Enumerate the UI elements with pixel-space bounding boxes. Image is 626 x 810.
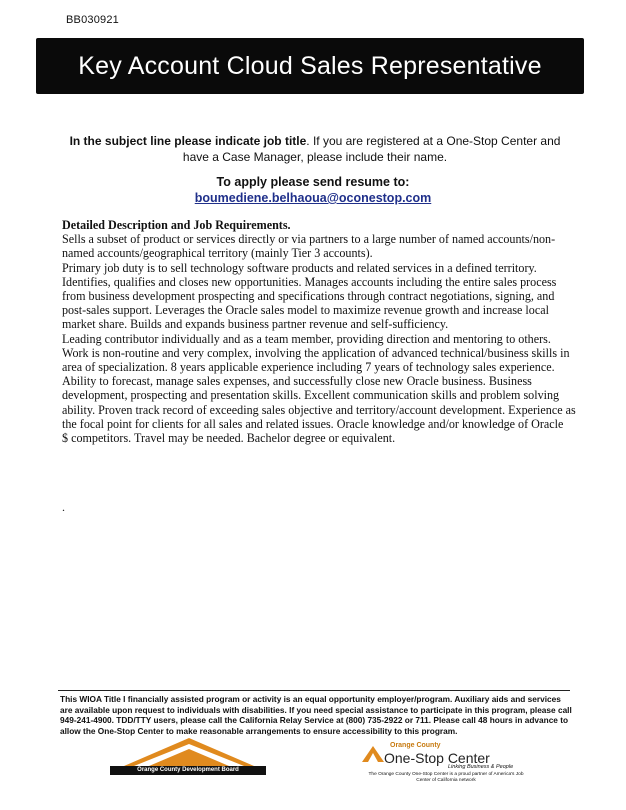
subject-instructions: [60, 133, 570, 165]
stray-mark: .: [62, 500, 65, 514]
description-paragraph: $ competitors. Travel may be needed. Bachelor degree or equivalent.: [62, 431, 396, 446]
apply-email-link[interactable]: boumediene.belhaoua@oconestop.com: [194, 191, 432, 205]
description-paragraph: Leading contributor individually and as a team member, providing direction and mentoring to others. Work is non-routine and very complex, involving the application of advanced technical/business skills in area of specialization. 8 years applicable experience including 7 years of technology sales experience. Ability to forecast, manage sales expenses, and successfully close new Oracle business. Business development, prospecting and presentation skills. Excellent communication skills and problem solving ability. Proven track record of exceeding sales objective and territory/account development. Experience as the focal point for clients for all sales and related issues. Oracle knowledge and/or knowledge of Oracle: [62, 331, 576, 431]
description-paragraph: Primary job duty is to sell technology software products and related services in a defined territory. Identifies, qualifies and closes new opportunities. Manages accounts including the entire sales process from business development prospecting and specifications through contract negotiations, signing, and post-sales support. Leverages the Oracle sales model to maximize revenue growth and increase local market share. Builds and expands business partner revenue and self-sufficiency.: [62, 260, 557, 332]
subject-instruction-rest: . If you are registered at a One-Stop Center and have a Case Manager, please include their name.: [182, 134, 561, 164]
footer-divider: [58, 690, 570, 691]
ocdb-logo: [104, 736, 274, 782]
description-paragraph: Sells a subset of product or services directly or via partners to a large number of named accounts/non-named accounts/geographical territory (mainly Tier 3 accounts).: [62, 232, 556, 261]
job-description: [62, 218, 578, 445]
title-banner: [36, 38, 584, 94]
one-stop-center-icon: [362, 744, 384, 764]
osc-tagline: Linking Business & People: [448, 764, 514, 770]
equal-opportunity-notice: This WIOA Title I financially assisted program or activity is an equal opportunity employer/program. Auxiliary aids and services are available upon request to individuals with disabilities. If you need special assistance to participate in this program, please call 949-241-4900. TDD/TTY users, please call the California Relay Service at (800) 735-2922 or 711. Please call 48 hours in advance to allow the One-Stop Center to make reasonable arrangements to ensure accessibility to this program.: [60, 694, 572, 736]
description-heading: Detailed Description and Job Requirements.: [62, 218, 291, 232]
subject-instruction-bold: In the subject line please indicate job title: [69, 134, 307, 148]
ocdb-name: Orange County Development Board: [110, 766, 266, 775]
apply-label: To apply please send resume to:: [216, 175, 410, 189]
osc-partner-note: The Orange County One-Stop Center is a proud partner of America's Job Center of California network: [368, 772, 524, 783]
osc-county: Orange County: [390, 742, 441, 749]
job-title: Key Account Cloud Sales Representative: [78, 51, 542, 80]
apply-instructions: [150, 174, 476, 206]
osc-name: One-Stop Center: [384, 750, 490, 766]
document-id: BB030921: [66, 14, 119, 26]
